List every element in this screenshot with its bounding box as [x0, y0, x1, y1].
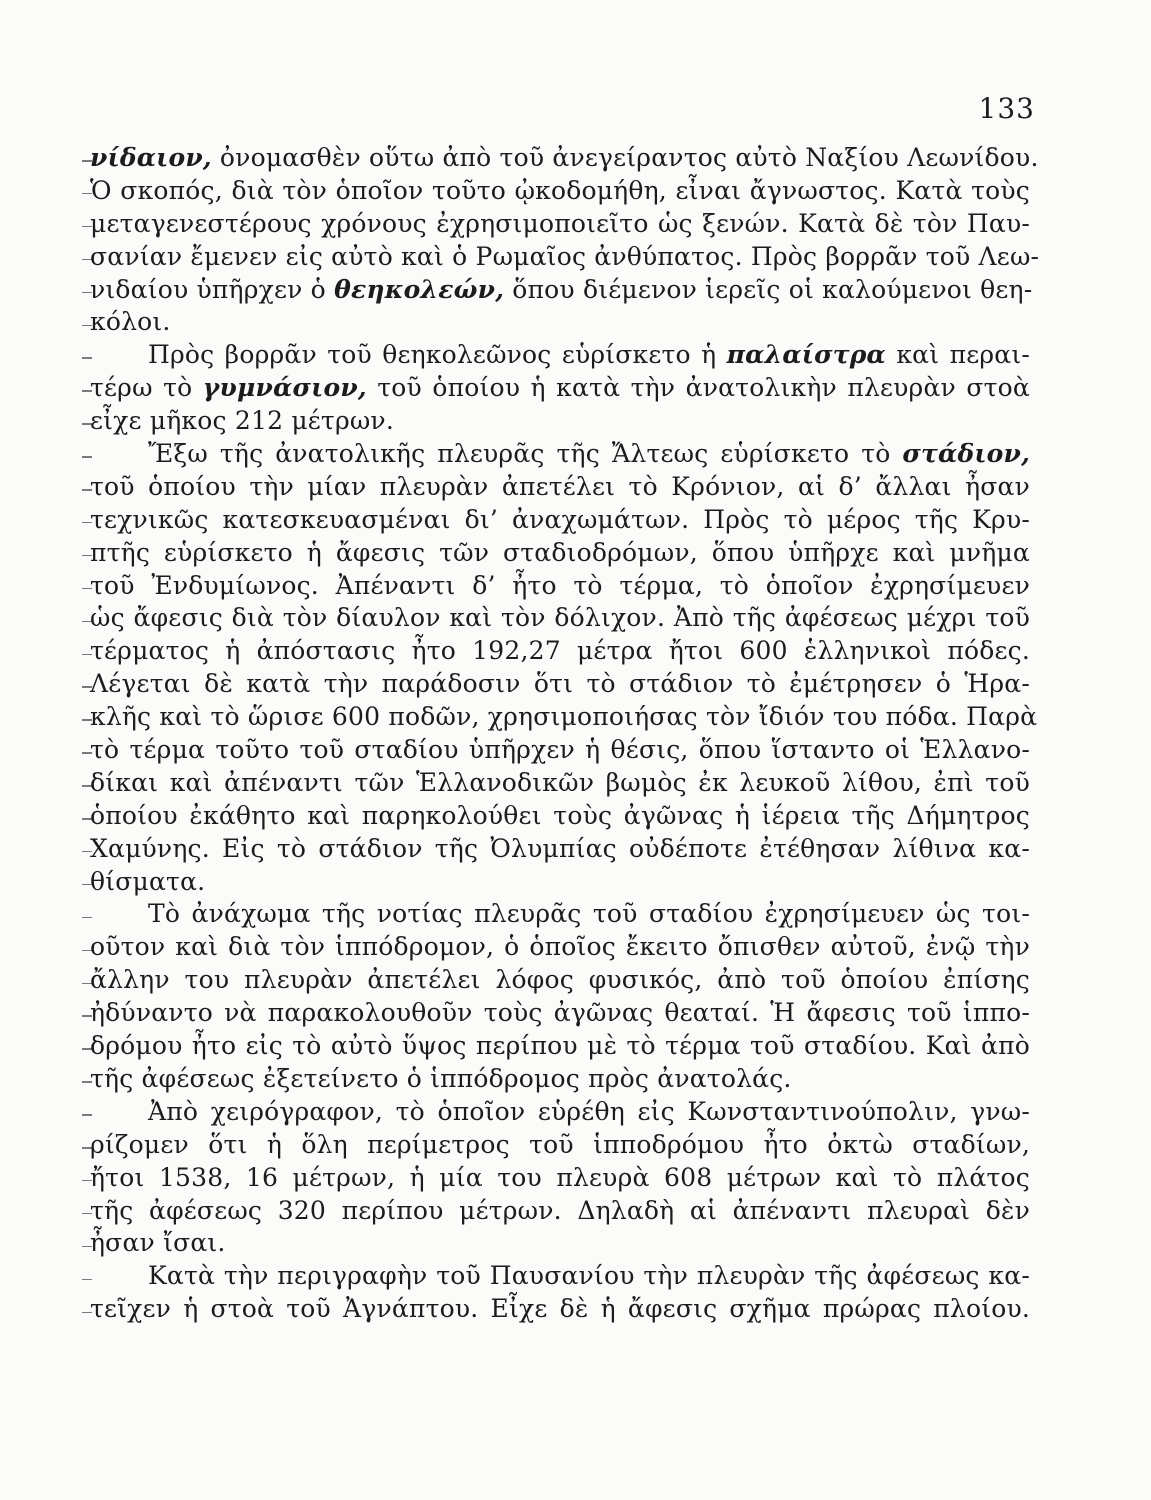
text-line	[90, 438, 1030, 471]
text-line	[90, 767, 1030, 800]
text-line	[90, 800, 1030, 833]
text-line	[90, 833, 1030, 866]
text-line	[90, 1063, 1030, 1096]
text-run: ὅπου διέμενον ἱερεῖς οἱ καλούμενοι θεη-	[504, 274, 1033, 304]
text-run: νιδαίου ὑπῆρχεν ὁ	[90, 274, 335, 304]
text-line	[90, 306, 1030, 339]
text-line	[90, 1096, 1030, 1129]
text-line	[90, 602, 1030, 635]
text-run: μεταγενεστέρους χρόνους ἐχρησιμοποιεῖτο ὡς ξενών. Κατὰ δὲ τὸν Παυ-	[90, 208, 1030, 238]
text-line	[90, 570, 1030, 603]
text-run: τεῖχεν ἡ στοὰ τοῦ Ἀγνάπτου. Εἶχε δὲ ἡ ἄφεσις σχῆμα πρώρας πλοίου.	[90, 1294, 1030, 1324]
text-line	[90, 175, 1030, 208]
text-run: τοῦ Ἐνδυμίωνος. Ἀπέναντι δ’ ἦτο τὸ τέρμα, τὸ ὁποῖον ἐχρησίμευεν	[90, 570, 1030, 600]
text-line	[90, 274, 1033, 307]
text-run: Πρὸς βορρᾶν τοῦ θεηκολεῶνος εὑρίσκετο ἡ	[148, 340, 727, 370]
text-line	[90, 635, 1030, 668]
emphasized-term: νίδαιον,	[90, 143, 212, 172]
text-line	[90, 668, 1030, 701]
text-run: Χαμύνης. Εἰς τὸ στάδιον τῆς Ὀλυμπίας οὐδέποτε ἐτέθησαν λίθινα κα-	[90, 833, 1030, 863]
text-line	[90, 405, 1030, 438]
text-run: θίσματα.	[90, 866, 206, 896]
text-run: κλῆς καὶ τὸ ὥρισε 600 ποδῶν, χρησιμοποιήσας τὸν ἴδιόν του πόδα. Παρὰ	[90, 702, 1038, 732]
text-run: Λέγεται δὲ κατὰ τὴν παράδοσιν ὅτι τὸ στάδιον τὸ ἐμέτρησεν ὁ Ἡρα-	[90, 669, 1030, 699]
text-line	[90, 537, 1030, 570]
text-run: Τὸ ἀνάχωμα τῆς νοτίας πλευρᾶς τοῦ σταδίου ἐχρησίμευεν ὡς τοι-	[148, 899, 1030, 929]
emphasized-term: στάδιον,	[902, 439, 1030, 469]
text-run: τῆς ἀφέσεως 320 περίπου μέτρων. Δηλαδὴ αἱ ἀπέναντι πλευραὶ δὲν	[90, 1195, 1030, 1225]
emphasized-term: γυμνάσιον,	[202, 373, 367, 403]
text-run: Ἔξω τῆς ἀνατολικῆς πλευρᾶς τῆς Ἄλτεως εὑρίσκετο τὸ	[148, 439, 903, 469]
text-line	[90, 471, 1030, 504]
text-line	[90, 208, 1030, 241]
body-text	[90, 142, 1040, 1326]
emphasized-term: θεηκολεών,	[334, 274, 505, 304]
text-run: ρίζομεν ὅτι ἡ ὅλη περίμετρος τοῦ ἱπποδρόμου ἦτο ὀκτὼ σταδίων,	[90, 1129, 1030, 1159]
text-line	[90, 372, 1030, 405]
text-run: ἤτοι 1538, 16 μέτρων, ἡ μία του πλευρὰ 608 μέτρων καὶ τὸ πλάτος	[90, 1162, 1030, 1192]
text-line	[90, 142, 1039, 175]
text-run: κόλοι.	[90, 307, 171, 337]
text-run: Ἀπὸ χειρόγραφον, τὸ ὁποῖον εὑρέθη εἰς Κωνσταντινούπολιν, γνω-	[148, 1096, 1030, 1126]
text-line	[90, 701, 1038, 734]
text-run: τεχνικῶς κατεσκευασμέναι δι’ ἀναχωμάτων. Πρὸς τὸ μέρος τῆς Κρυ-	[90, 504, 1030, 534]
page-number: 133	[978, 92, 1035, 125]
text-line	[90, 241, 1040, 274]
text-line	[90, 1293, 1030, 1326]
text-run: ὀνομασθὲν οὕτω ἀπὸ τοῦ ἀνεγείραντος αὐτὸ Ναξίου Λεωνίδου.	[211, 143, 1039, 172]
text-run: οῦτον καὶ διὰ τὸν ἱππόδρομον, ὁ ὁποῖος ἔκειτο ὄπισθεν αὐτοῦ, ἐνῷ τὴν	[90, 932, 1030, 962]
text-run: ἄλλην του πλευρὰν ἀπετέλει λόφος φυσικός, ἀπὸ τοῦ ὁποίου ἐπίσης	[90, 965, 1030, 995]
text-run: σανίαν ἔμενεν εἰς αὐτὸ καὶ ὁ Ρωμαῖος ἀνθύπατος. Πρὸς βορρᾶν τοῦ Λεω-	[90, 241, 1040, 271]
text-line	[90, 1227, 1030, 1260]
text-run: ὁποίου ἐκάθητο καὶ παρηκολούθει τοὺς ἀγῶνας ἡ ἱέρεια τῆς Δήμητρος	[90, 800, 1030, 830]
text-line	[90, 898, 1030, 931]
emphasized-term: παλαίστρα	[726, 340, 886, 370]
text-line	[90, 964, 1030, 997]
text-line	[90, 1162, 1030, 1195]
text-run: τὸ τέρμα τοῦτο τοῦ σταδίου ὑπῆρχεν ἡ θέσις, ὅπου ἵσταντο οἱ Ἑλλανο-	[90, 735, 1030, 765]
text-line	[90, 1030, 1030, 1063]
text-line	[90, 931, 1030, 964]
text-run: ἠδύναντο νὰ παρακολουθοῦν τοὺς ἀγῶνας θεαταί. Ἡ ἄφεσις τοῦ ἱππο-	[90, 998, 1030, 1028]
text-run: τοῦ ὁποίου τὴν μίαν πλευρὰν ἀπετέλει τὸ Κρόνιον, αἱ δ’ ἄλλαι ἦσαν	[90, 471, 1030, 501]
text-run: Ὁ σκοπός, διὰ τὸν ὁποῖον τοῦτο ᾠκοδομήθη, εἶναι ἄγνωστος. Κατὰ τοὺς	[90, 175, 1030, 205]
text-line	[90, 339, 1030, 372]
text-line	[90, 1129, 1030, 1162]
text-line	[90, 734, 1030, 767]
text-line	[90, 1260, 1030, 1293]
text-run: Κατὰ τὴν περιγραφὴν τοῦ Παυσανίου τὴν πλευρὰν τῆς ἀφέσεως κα-	[148, 1261, 1030, 1291]
text-line	[90, 504, 1030, 537]
text-run: τῆς ἀφέσεως ἐξετείνετο ὁ ἱππόδρομος πρὸς ἀνατολάς.	[90, 1063, 792, 1093]
text-run: ἦσαν ἴσαι.	[90, 1228, 226, 1258]
text-run: ὡς ἄφεσις διὰ τὸν δίαυλον καὶ τὸν δόλιχον. Ἀπὸ τῆς ἀφέσεως μέχρι τοῦ	[90, 603, 1030, 633]
text-run: δίκαι καὶ ἀπέναντι τῶν Ἑλλανοδικῶν βωμὸς ἐκ λευκοῦ λίθου, ἐπὶ τοῦ	[90, 767, 1030, 797]
text-line	[90, 997, 1030, 1030]
text-run: τέρω τὸ	[90, 373, 203, 403]
text-run: τέρματος ἡ ἀπόστασις ἦτο 192,27 μέτρα ἤτοι 600 ἑλληνικοὶ πόδες.	[90, 636, 1030, 666]
text-run: καὶ περαι-	[886, 340, 1030, 370]
text-run: εἶχε μῆκος 212 μέτρων.	[90, 406, 394, 436]
text-run: τοῦ ὁποίου ἡ κατὰ τὴν ἀνατολικὴν πλευρὰν στοὰ	[366, 373, 1030, 403]
text-run: πτῆς εὑρίσκετο ἡ ἄφεσις τῶν σταδιοδρόμων, ὅπου ὑπῆρχε καὶ μνῆμα	[90, 537, 1030, 567]
text-run: δρόμου ἦτο εἰς τὸ αὐτὸ ὕψος περίπου μὲ τὸ τέρμα τοῦ σταδίου. Καὶ ἀπὸ	[90, 1031, 1030, 1061]
text-line	[90, 1195, 1030, 1228]
text-line	[90, 866, 1030, 899]
